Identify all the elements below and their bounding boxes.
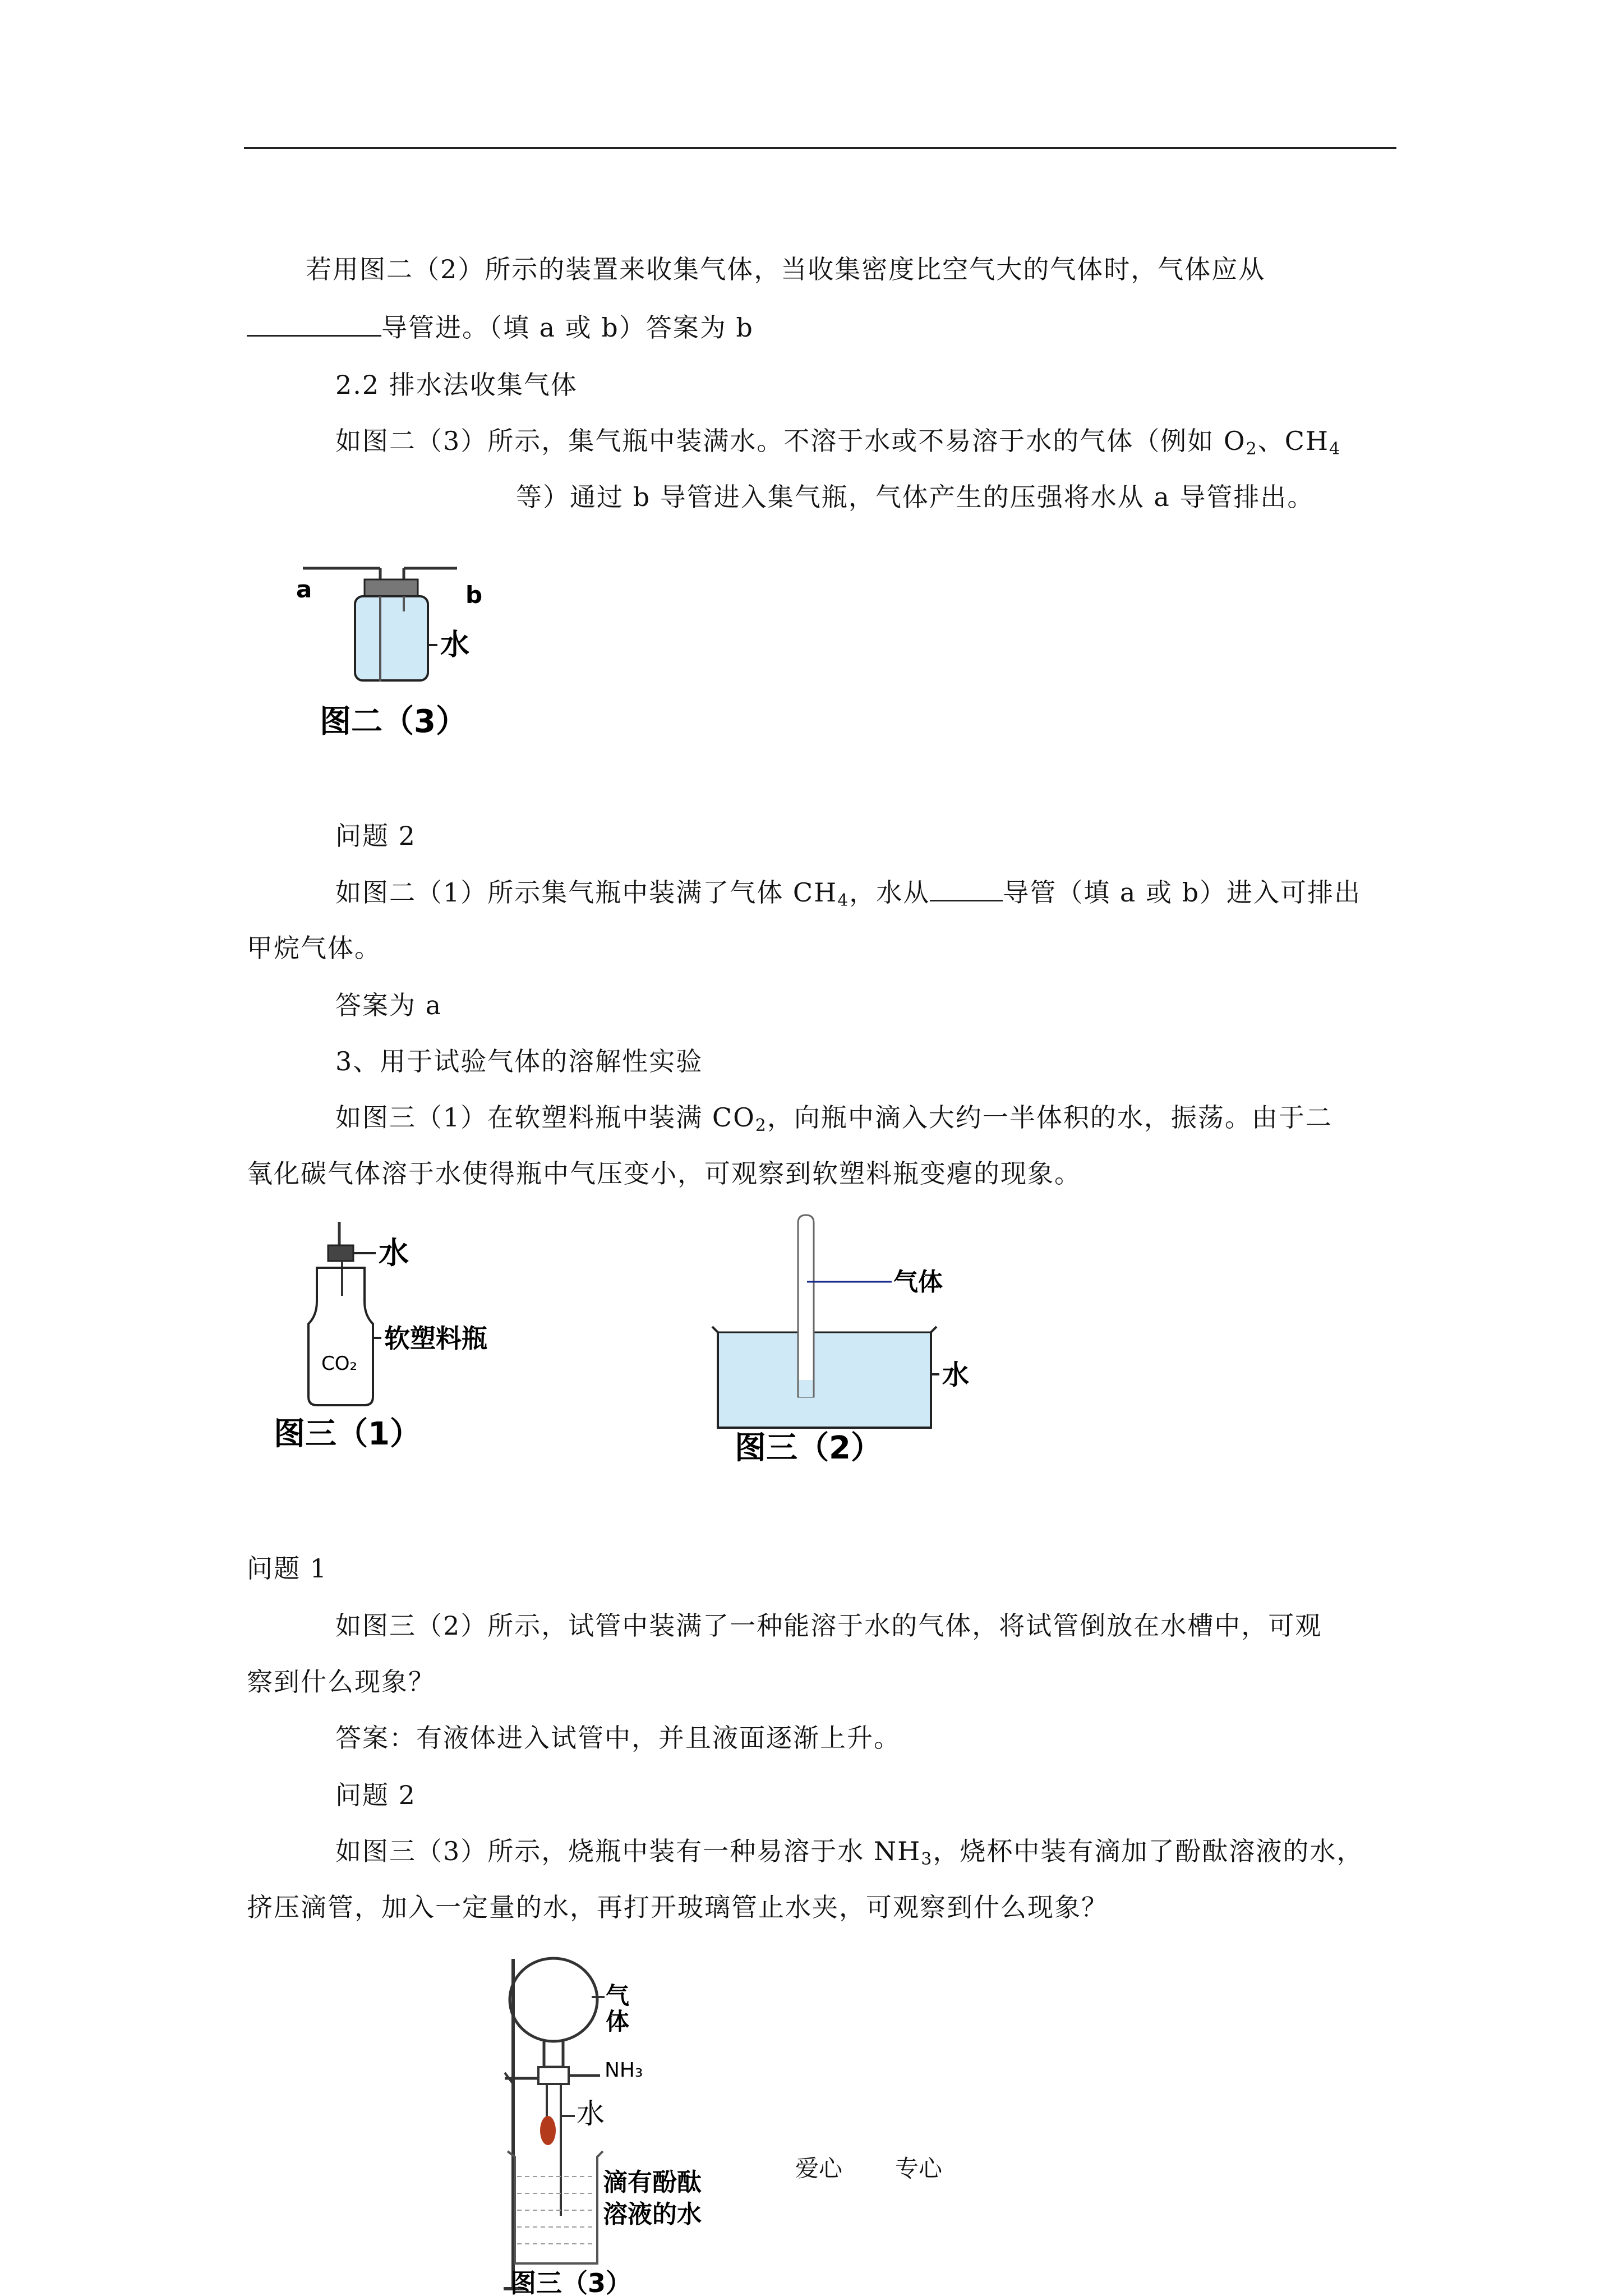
label-water: 水 <box>942 1359 970 1391</box>
paragraph-line: 甲烷气体。 <box>247 933 381 963</box>
paragraph-line <box>247 310 754 344</box>
paragraph-line <box>335 1834 1363 1868</box>
paragraph-line: 若用图二（2）所示的装置来收集气体，当收集密度比空气大的气体时，气体应从 <box>306 254 1266 284</box>
paragraph-line: 察到什么现象？ <box>247 1667 435 1697</box>
subscript: 2 <box>755 1116 767 1135</box>
paragraph-line: 等）通过 b 导管进入集气瓶，气体产生的压强将水从 a 导管排出。 <box>516 482 1315 512</box>
figure-caption: 图三（3） <box>510 2268 632 2296</box>
label-nh3: NH₃ <box>605 2059 643 2082</box>
paragraph-line: 挤压滴管，加入一定量的水，再打开玻璃管止水夹，可观察到什么现象？ <box>247 1892 1108 1922</box>
paragraph-text: ，烧杯中装有滴加了酚酞溶液的水， <box>933 1836 1364 1866</box>
subscript: 4 <box>837 891 850 910</box>
label-soft-bottle: 软塑料瓶 <box>384 1323 487 1354</box>
answer-line: 答案为 a <box>335 990 442 1020</box>
label-water: 水 <box>440 628 470 662</box>
label-gas: 气体 <box>893 1268 943 1296</box>
label-a: a <box>296 576 312 603</box>
answer-blank <box>930 875 1003 901</box>
figure-caption: 图二（3） <box>320 703 467 740</box>
figure-caption: 图三（2） <box>735 1430 882 1464</box>
label-co2: CO₂ <box>321 1352 358 1375</box>
figure-caption: 图三（1） <box>274 1416 421 1452</box>
paragraph-line <box>335 875 1361 909</box>
paragraph-line: 如图三（2）所示，试管中装满了一种能溶于水的气体，将试管倒放在水槽中，可观 <box>335 1611 1322 1641</box>
paragraph-text: ，水从 <box>849 877 930 908</box>
figure-3-2 <box>704 1212 995 1464</box>
paragraph-text: 如图三（3）所示，烧瓶中装有一种易溶于水 NH <box>335 1836 921 1866</box>
figure-3-3 <box>482 1952 763 2296</box>
label-gas-2: 体 <box>606 2008 630 2035</box>
figure-3-1 <box>264 1217 522 1453</box>
label-gas-1: 气 <box>606 1982 630 2009</box>
paragraph-line <box>335 424 1341 458</box>
paragraph-text: 导管进。（填 a 或 b）答案为 b <box>381 312 754 343</box>
label-beaker-2: 溶液的水 <box>603 2200 702 2229</box>
paragraph-line <box>335 1101 1332 1134</box>
header-rule <box>244 147 1396 149</box>
section-heading: 2.2 排水法收集气体 <box>335 370 578 400</box>
answer-line: 答案：有液体进入试管中，并且液面逐渐上升。 <box>335 1723 901 1753</box>
subscript: 4 <box>1329 439 1341 459</box>
footer-left: 爱心 <box>795 2155 843 2182</box>
paragraph-text: 导管（填 a 或 b）进入可排出 <box>1003 877 1362 908</box>
paragraph-text: 如图二（1）所示集气瓶中装满了气体 CH <box>335 877 838 908</box>
subscript: 3 <box>921 1849 933 1869</box>
label-water: 水 <box>379 1235 409 1271</box>
section-heading: 3、用于试验气体的溶解性实验 <box>335 1046 703 1076</box>
paragraph-text: 如图二（3）所示，集气瓶中装满水。不溶于水或不易溶于水的气体（例如 O <box>335 426 1246 456</box>
paragraph-text: 如图三（1）在软塑料瓶中装满 CO <box>335 1102 755 1133</box>
question-title: 问题 2 <box>335 1780 416 1810</box>
label-b: b <box>465 581 483 609</box>
question-title: 问题 1 <box>247 1553 328 1584</box>
footer-right: 专心 <box>895 2155 943 2182</box>
answer-blank <box>247 310 381 337</box>
paragraph-line: 氧化碳气体溶于水使得瓶中气压变小，可观察到软塑料瓶变瘪的现象。 <box>247 1158 1081 1189</box>
figure-2-3 <box>280 553 516 754</box>
subscript: 2 <box>1246 439 1258 459</box>
paragraph-text: ，向瓶中滴入大约一半体积的水，振荡。由于二 <box>767 1102 1332 1133</box>
question-title: 问题 2 <box>335 821 416 851</box>
label-water: 水 <box>577 2097 605 2130</box>
paragraph-text: 、CH <box>1257 426 1330 456</box>
label-beaker-1: 滴有酚酞 <box>603 2168 702 2197</box>
